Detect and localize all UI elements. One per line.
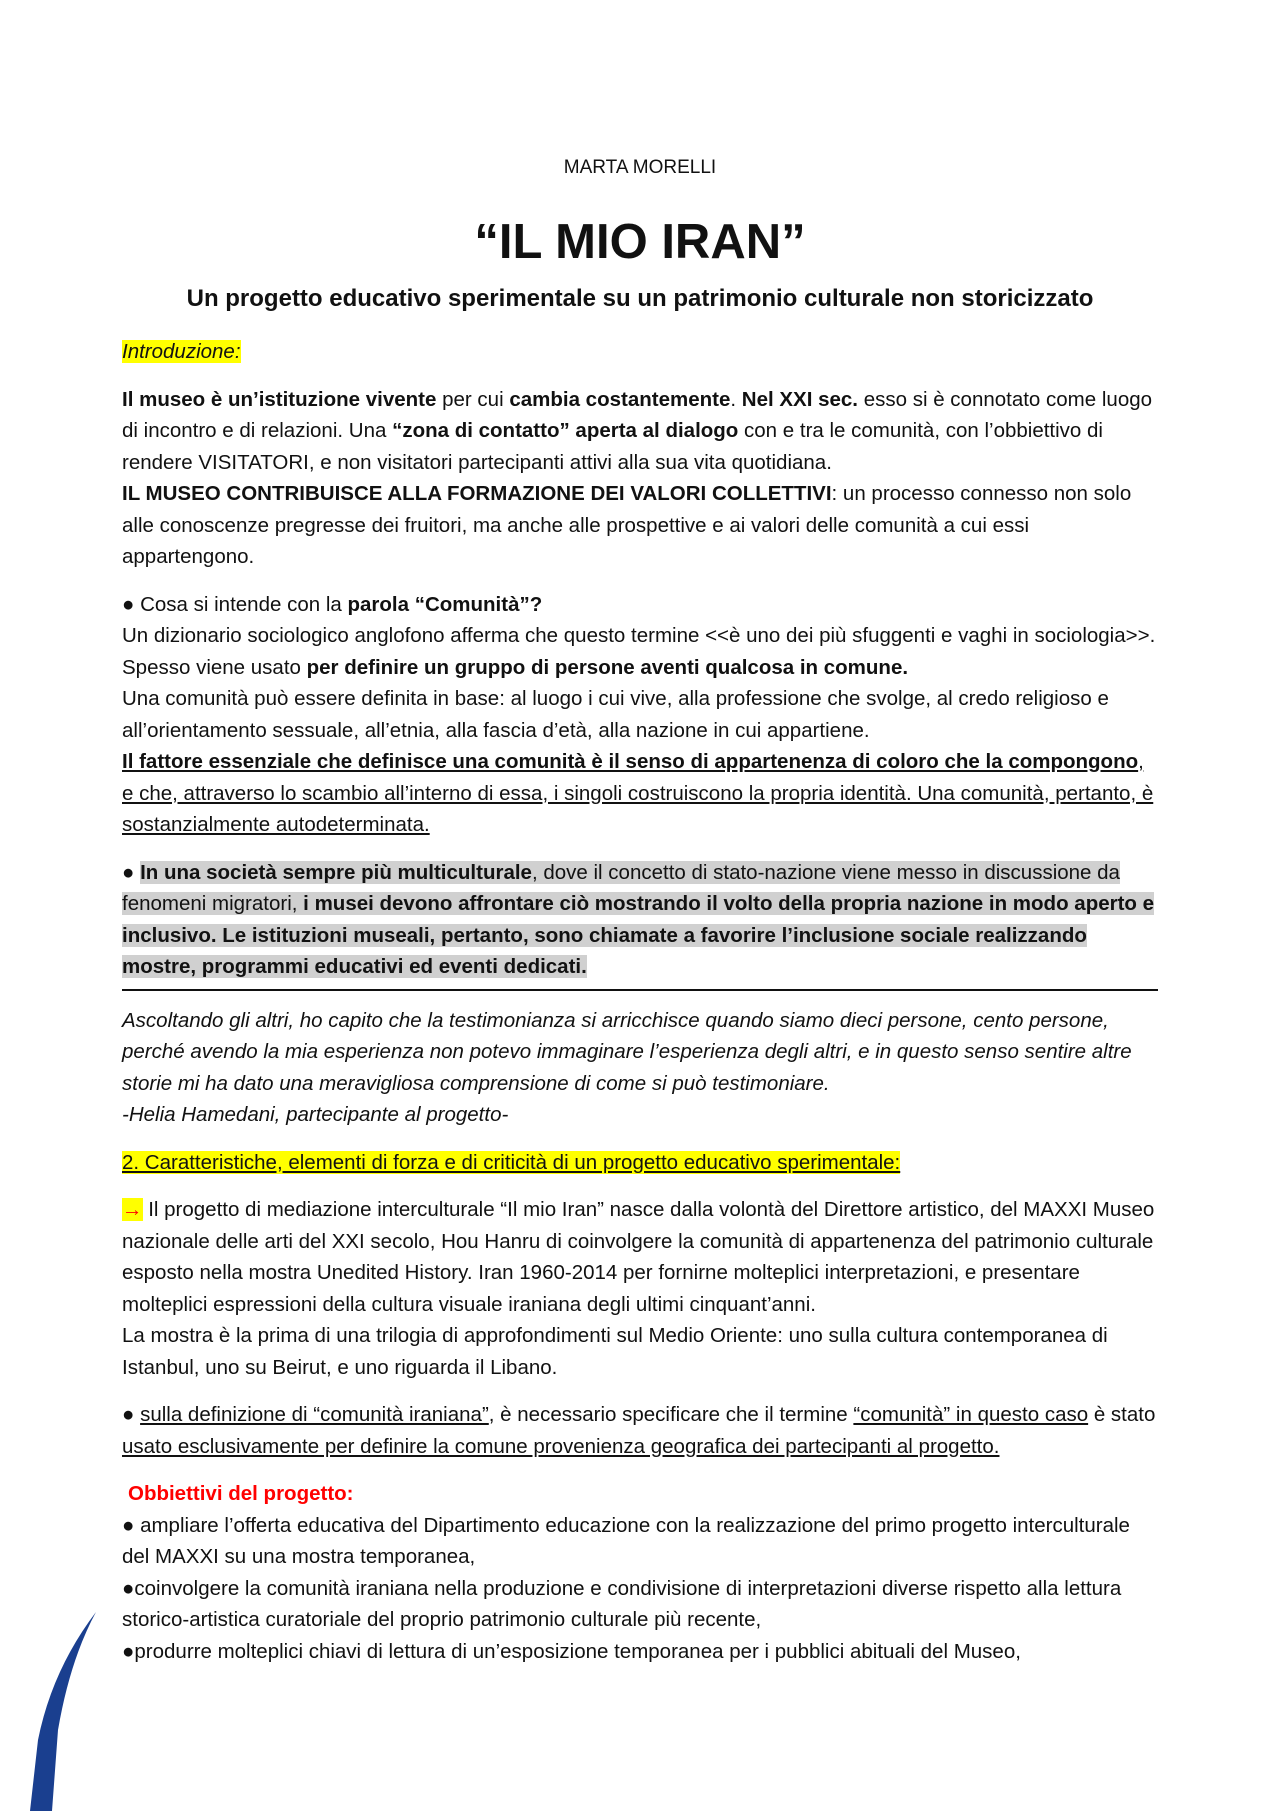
text-span: Il museo è un’istituzione vivente xyxy=(122,387,437,411)
text-span: , dove il concetto di stato-nazione viene messo in discussione da fenomeni migratori, xyxy=(122,860,1120,915)
text-span: per cui xyxy=(436,387,510,411)
text-span: usato esclusivamente per definire la comune provenienza geografica dei partecipanti al progetto. xyxy=(122,1434,1000,1458)
testimonial-quote: Ascoltando gli altri, ho capito che la testimonianza si arricchisce quando siamo dieci persone, cento persone, perché avendo la mia esperienza non potevo immaginare l’esperienza degli altri, e in questo senso sentire altre storie mi ha dato una meravigliosa comprensione di come si può testimoniare. xyxy=(122,1008,1132,1095)
text-span: ● xyxy=(122,860,141,884)
objective-item: ●produrre molteplici chiavi di lettura di un’esposizione temporanea per i pubblici abituali del Museo, xyxy=(122,1639,1021,1663)
intro-heading xyxy=(122,336,1158,368)
section2-paragraph xyxy=(122,1194,1158,1320)
text-span: “zona di contatto” aperta al dialogo xyxy=(392,419,739,442)
document-page xyxy=(122,0,1158,1667)
arrow-icon: → xyxy=(122,1198,143,1221)
community-belonging xyxy=(122,746,1158,841)
intro-paragraph-2 xyxy=(122,478,1158,573)
intro-paragraph xyxy=(122,384,1158,479)
section2-definition xyxy=(122,1399,1158,1462)
section2-heading xyxy=(122,1147,1158,1179)
text-span: Il fattore essenziale che definisce una comunità è il senso di appartenenza di coloro che la compongono xyxy=(122,750,1139,773)
community-criteria: Una comunità può essere definita in base: al luogo i cui vive, alla professione che svolge, al credo religioso e all’orientamento sessuale, all’etnia, alla fascia d’età, alla nazione in cui appartiene. xyxy=(122,687,1109,742)
text-span: , è necessario specificare che il termine xyxy=(488,1403,854,1426)
text-span: cambia costantemente xyxy=(509,387,731,411)
text-span: : un processo connesso non solo alle conoscenze pregresse dei fruitori, ma anche alle prospettive e ai valori delle comunità a cui essi appartengono. xyxy=(122,482,1132,568)
text-span: Un dizionario sociologico anglofono afferma che questo termine <<è uno dei più sfuggenti e vaghi in sociologia>>. Spesso viene usato xyxy=(122,624,1156,679)
text-span: “comunità” in questo caso xyxy=(853,1403,1089,1426)
text-span: In una società sempre più multiculturale xyxy=(140,860,532,884)
text-span: per definire un gruppo di persone aventi qualcosa in comune. xyxy=(306,655,909,679)
page-corner-decoration xyxy=(0,1600,120,1811)
text-span: , e che, attraverso lo scambio all’interno di essa, i singoli costruiscono la propria identità. Una comunità, pertanto, è sostanzialmente autodeterminata. xyxy=(122,750,1154,836)
text-span: parola “Comunità”? xyxy=(347,592,543,616)
text-span: ● xyxy=(122,1403,141,1426)
text-span: . xyxy=(730,387,742,411)
text-span: con e tra le comunità, con l’obbiettivo di rendere VISITATORI, e non visitatori partecipanti attivi alla sua vita quotidiana. xyxy=(122,419,1103,474)
objective-item: ●coinvolgere la comunità iraniana nella produzione e condivisione di interpretazioni diverse rispetto alla lettura storico-artistica curatoriale del proprio patrimonio culturale più recente, xyxy=(122,1576,1122,1631)
text-span: 2. Caratteristiche, elementi di forza e di criticità di un progetto educativo sperimentale: xyxy=(122,1150,901,1174)
text-span: esso si è connotato come luogo di incontro e di relazioni. Una xyxy=(122,387,1153,442)
community-definition xyxy=(122,620,1158,683)
text-span: sulla definizione di “comunità iraniana” xyxy=(140,1403,489,1426)
section2-trilogy: La mostra è la prima di una trilogia di approfondimenti sul Medio Oriente: uno sulla cultura contemporanea di Istanbul, uno su Beirut, e uno riguarda il Libano. xyxy=(122,1324,1108,1379)
multicultural-paragraph xyxy=(122,857,1158,983)
text-span: ● Cosa si intende con la xyxy=(122,592,348,616)
objective-item: ● ampliare l’offerta educativa del Dipartimento educazione con la realizzazione del primo progetto interculturale del MAXXI su una mostra temporanea, xyxy=(122,1513,1130,1568)
document-subtitle: Un progetto educativo sperimentale su un patrimonio culturale non storicizzato xyxy=(186,285,1094,312)
author-name: MARTA MORELLI xyxy=(563,157,717,178)
text-span: i musei devono affrontare ciò mostrando il volto della propria nazione in modo aperto e inclusivo. Le istituzioni museali, pertanto, sono chiamate a favorire l’inclusione sociale realizzando mostre, programmi educativi ed eventi dedicati. xyxy=(122,892,1155,978)
text-span: Nel XXI sec. xyxy=(741,387,858,411)
testimonial-attribution: -Helia Hamedani, partecipante al progetto- xyxy=(122,1103,509,1126)
text-span: Obbiettivi del progetto: xyxy=(128,1482,354,1505)
objectives-heading xyxy=(122,1478,1158,1510)
document-title: “IL MIO IRAN” xyxy=(474,215,806,269)
text-span: IL MUSEO CONTRIBUISCE ALLA FORMAZIONE DEI VALORI COLLETTIVI xyxy=(122,482,832,505)
intro-heading-text: Introduzione: xyxy=(122,340,241,363)
text-span: è stato xyxy=(1088,1403,1156,1426)
text-span: Il progetto di mediazione interculturale “Il mio Iran” nasce dalla volontà del Direttore artistico, del MAXXI Museo nazionale delle arti del XXI secolo, Hou Hanru di coinvolgere la comunità di appartenenza del patrimonio culturale esposto nella mostra Unedited History. Iran 1960-2014 per fornirne molteplici interpretazioni, e presentare molteplici espressioni della cultura visuale iraniana degli ultimi cinquant’anni. xyxy=(122,1198,1155,1316)
community-question xyxy=(122,589,1158,621)
